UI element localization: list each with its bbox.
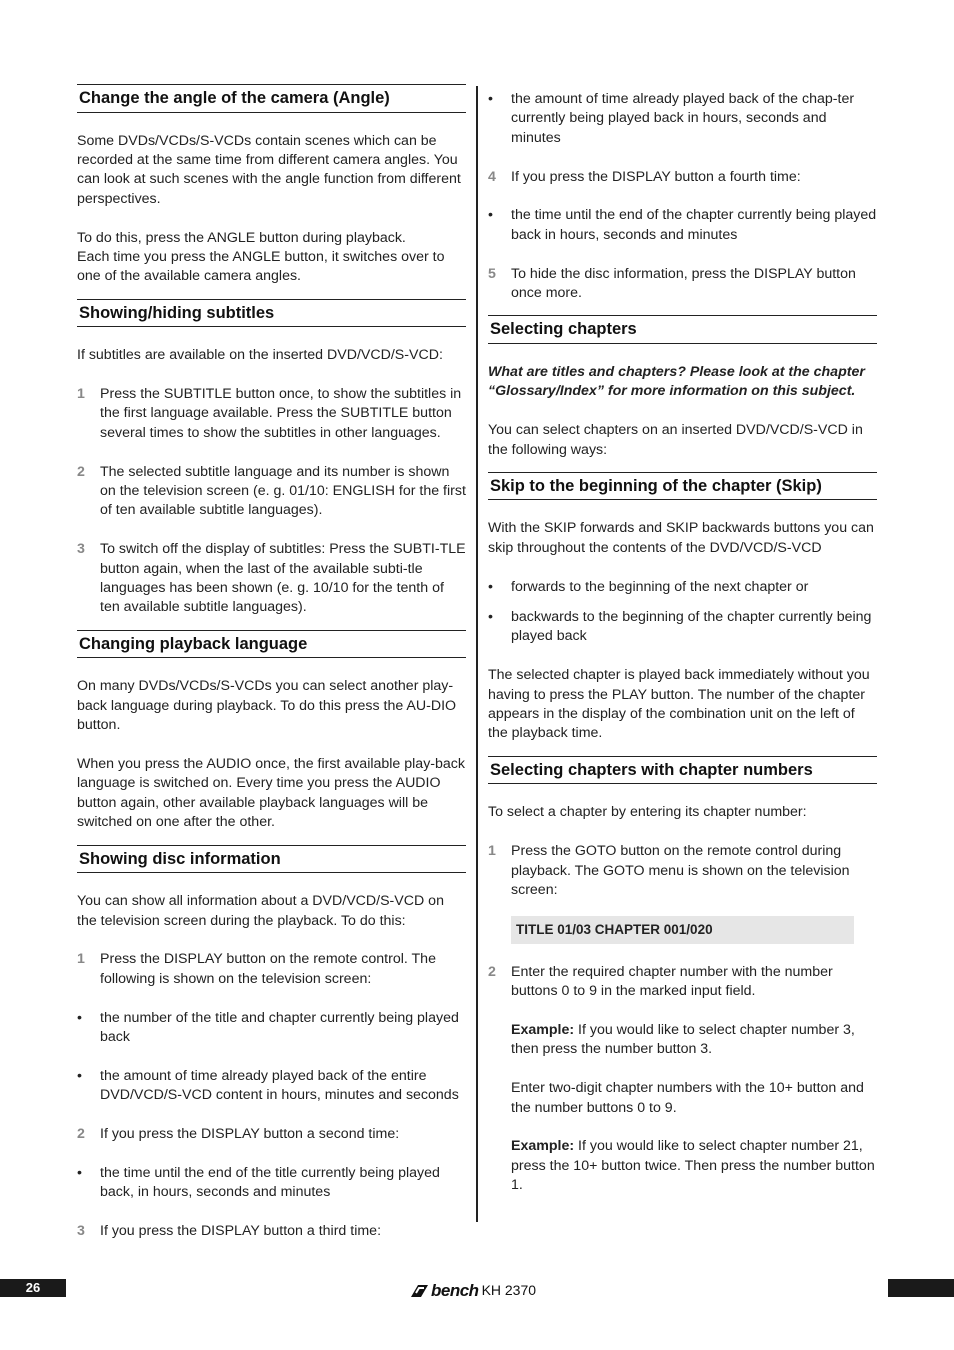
step-text: Enter the required chapter number with the number buttons 0 to 9 in the marked input field. — [511, 963, 833, 1000]
skip-bullet-forward — [488, 578, 877, 597]
section-heading-language: Changing playback language — [77, 630, 466, 659]
angle-paragraph-1: Some DVDs/VCDs/S-VCDs contain scenes which can be recorded at the same time from different camera angles. You can look at such scenes with the angle function from different perspectives. — [77, 132, 461, 207]
step-number: 2 — [77, 463, 85, 480]
bullet-text: the time until the end of the title currently being played back, in hours, seconds and minutes — [100, 1164, 440, 1201]
step-text: Press the GOTO button on the remote control during playback. The GOTO menu is shown on the television screen: — [511, 843, 850, 898]
disc-bullet-2 — [77, 1067, 466, 1106]
bullet-text: the amount of time already played back of the chap-ter currently being played back in hours, seconds and minutes — [511, 91, 855, 146]
example-text: If you would like to select chapter number 21, press the 10+ button twice. Then press the number button 1. — [511, 1138, 875, 1194]
step-text: To switch off the display of subtitles: Press the SUBTI-TLE button again, when the last of the available subti-tle languages has been shown (e. g. 10/10 for the tenth of ten available subtitle languages). — [100, 541, 466, 616]
disc-step-1 — [77, 950, 466, 989]
section-heading-skip: Skip to the beginning of the chapter (Skip) — [488, 472, 877, 501]
step-text: Press the SUBTITLE button once, to show the subtitles in the first language available. Press the SUBTITLE button several times to show the subtitles in other languages. — [100, 386, 462, 441]
column-divider — [476, 86, 478, 1222]
bullet-mark: • — [77, 1164, 82, 1181]
step-number: 1 — [77, 951, 85, 968]
brand-logo-icon — [408, 1283, 430, 1299]
footer-bar-right — [888, 1279, 954, 1297]
bullet-mark: • — [488, 91, 493, 107]
bullet-text: backwards to the beginning of the chapter currently being played back — [511, 609, 872, 645]
disc-bullet-chapter-remaining — [488, 206, 877, 245]
step-number: 5 — [488, 265, 496, 282]
step-number: 3 — [77, 1222, 85, 1239]
step-text: If you press the DISPLAY button a third time: — [100, 1222, 382, 1239]
page-number: 26 — [0, 1279, 66, 1297]
step-text: Press the DISPLAY button on the remote control. The following is shown on the television screen: — [100, 951, 436, 987]
bullet-text: the amount of time already played back of the entire DVD/VCD/S-VCD content in hours, minutes and seconds — [100, 1067, 459, 1104]
disc-step-5 — [488, 265, 877, 304]
example-1 — [488, 1021, 877, 1060]
footer-brand — [408, 1281, 536, 1301]
disc-step-3 — [77, 1222, 466, 1241]
example-2 — [488, 1137, 877, 1195]
step-number: 1 — [488, 843, 496, 860]
step-text: If you press the DISPLAY button a second time: — [100, 1125, 400, 1142]
language-paragraph-1: On many DVDs/VCDs/S-VCDs you can select another play-back language during playback. To do this press the AU-DIO button. — [77, 678, 457, 734]
step-number: 3 — [77, 541, 85, 558]
example-text: If you would like to select chapter number 3, then press the number button 3. — [511, 1021, 855, 1058]
model-number: KH 2370 — [481, 1282, 537, 1299]
skip-paragraph-1: With the SKIP forwards and SKIP backwards buttons you can skip throughout the contents of the DVD/VCD/S-VCD — [488, 520, 874, 556]
disc-intro: You can show all information about a DVD/VCD/S-VCD on the television screen during the playback. To do this: — [77, 893, 444, 929]
disc-step-2 — [77, 1125, 466, 1144]
section-heading-chapter-numbers: Selecting chapters with chapter numbers — [488, 756, 877, 785]
language-paragraph-2: When you press the AUDIO once, the first available play-back language is switched on. Every time you press the AUDIO button again, other available playback languages will be switched on one after the other. — [77, 755, 465, 831]
disc-bullet-chapter-time — [488, 90, 877, 148]
section-heading-subtitles: Showing/hiding subtitles — [77, 299, 466, 328]
brand-name: bench — [431, 1281, 479, 1301]
step-text: If you press the DISPLAY button a fourth time: — [511, 168, 801, 185]
angle-paragraph-2: To do this, press the ANGLE button during playback. — [77, 229, 406, 246]
chapters-paragraph: You can select chapters on an inserted DVD/VCD/S-VCD in the following ways: — [488, 422, 863, 458]
step-number: 1 — [77, 386, 85, 403]
example-label: Example: — [511, 1021, 575, 1038]
bullet-text: the time until the end of the chapter currently being played back in hours, seconds and minutes — [511, 207, 877, 243]
disc-bullet-3 — [77, 1164, 466, 1203]
goto-menu-display: TITLE 01/03 CHAPTER 001/020 — [511, 916, 854, 944]
step-text: To hide the disc information, press the DISPLAY button once more. — [511, 265, 856, 302]
step-number: 2 — [77, 1125, 85, 1142]
section-heading-disc-info: Showing disc information — [77, 845, 466, 874]
numbers-step-2 — [488, 963, 877, 1002]
disc-step-4 — [488, 168, 877, 187]
subtitles-step-3 — [77, 540, 466, 618]
bullet-mark: • — [77, 1067, 82, 1084]
skip-bullet-backward — [488, 608, 877, 647]
bullet-text: forwards to the beginning of the next chapter or — [511, 578, 809, 595]
subtitles-step-2 — [77, 463, 466, 521]
numbers-intro: To select a chapter by entering its chapter number: — [488, 804, 807, 821]
bullet-mark: • — [488, 609, 493, 626]
section-heading-chapters: Selecting chapters — [488, 315, 877, 344]
skip-paragraph-2: The selected chapter is played back immediately without you having to press the PLAY button. The number of the chapter appears in the display of the combination unit on the left of the playback time. — [488, 667, 870, 742]
angle-paragraph-3: Each time you press the ANGLE button, it switches over to one of the available camera angles. — [77, 248, 445, 285]
example-label: Example: — [511, 1138, 575, 1155]
right-column — [488, 90, 877, 1215]
left-column — [77, 84, 466, 1261]
disc-bullet-1 — [77, 1009, 466, 1048]
section-heading-angle: Change the angle of the camera (Angle) — [77, 84, 466, 113]
chapters-note: What are titles and chapters? Please look at the chapter “Glossary/Index” for more information on this subject. — [488, 363, 865, 400]
bullet-mark: • — [488, 578, 493, 595]
step-text: The selected subtitle language and its number is shown on the television screen (e. g. 01/10: ENGLISH for the first of ten available subtitle languages). — [100, 463, 466, 519]
step-number: 2 — [488, 963, 496, 980]
two-digit-note: Enter two-digit chapter numbers with the 10+ button and the number buttons 0 to 9. — [511, 1080, 864, 1116]
subtitles-step-1 — [77, 385, 466, 443]
step-number: 4 — [488, 168, 496, 185]
subtitles-intro: If subtitles are available on the inserted DVD/VCD/S-VCD: — [77, 347, 443, 364]
bullet-mark: • — [488, 207, 493, 224]
bullet-mark: • — [77, 1009, 82, 1026]
bullet-text: the number of the title and chapter currently being played back — [100, 1009, 459, 1045]
numbers-step-1 — [488, 842, 877, 900]
